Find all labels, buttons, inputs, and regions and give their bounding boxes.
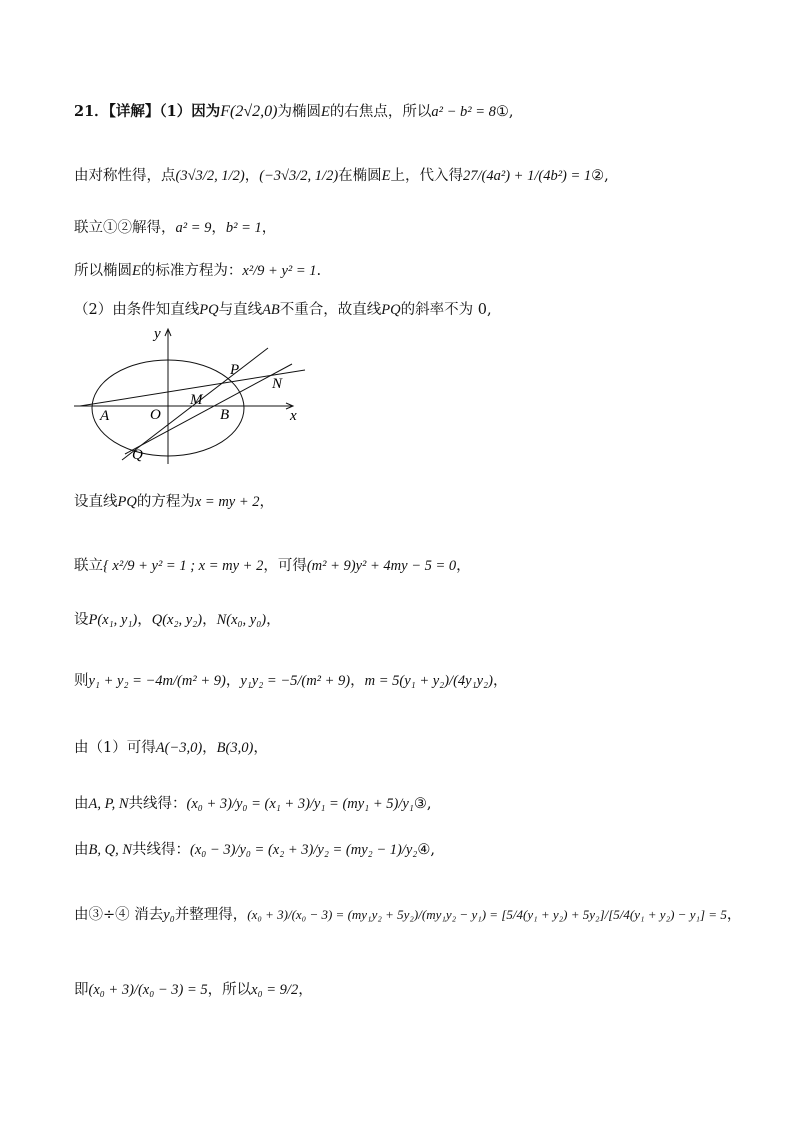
text: ②, [591,168,609,184]
text: ， [202,612,217,628]
text: 则 [74,673,89,689]
text: 由③÷④ 消去 [74,907,164,923]
text: ， [266,612,281,628]
math: x = my + 2 [194,494,260,510]
solution-line-4 [74,261,321,281]
text: 联立①②解得， [74,220,176,236]
math: A(−3,0) [155,740,203,756]
label-y: y [154,326,161,342]
solution-line-12 [74,840,435,860]
solution-line-3 [74,218,276,238]
text: 为椭圆 [277,104,321,120]
math: x₀ = 9/2 [251,982,299,998]
text: 在椭圆 [338,168,382,184]
text: 的标准方程为： [140,263,243,279]
text: 即 [74,982,89,998]
label-N: N [272,376,283,392]
solution-line-1 [74,102,513,122]
math: (−3√3/2, 1/2) [259,168,339,184]
solution-line-13 [74,905,741,925]
solution-line-7 [74,556,471,576]
text: ， [244,168,260,184]
label-x: x [290,408,297,424]
text: ， [456,558,471,574]
math: AB [262,302,280,318]
text: （2）由条件知直线 [74,302,200,318]
math: E [381,168,391,184]
math: (x₀ + 3)/y₀ = (x₁ + 3)/y₁ = (my₁ + 5)/y₁ [186,796,414,812]
math: a² = 9 [175,220,212,236]
text: ， [225,673,241,689]
math: (3√3/2, 1/2) [175,168,245,184]
text: ， [492,673,508,689]
math: Q(x₂, y₂) [151,612,203,628]
text: 共线得： [128,796,187,812]
solution-line-8 [74,610,281,630]
text: 的右焦点，所以 [329,104,432,120]
label-A: A [100,408,110,424]
solution-line-10 [74,738,268,758]
text: . [316,263,322,279]
solution-line-5 [74,300,492,320]
math: A, P, N [88,796,129,812]
text: ， [726,907,742,923]
label-O: O [150,407,161,423]
math: m = 5(y₁ + y₂)/(4y₁y₂) [364,673,493,689]
text: ， [137,612,152,628]
text: 的斜率不为 0, [400,302,492,318]
math: 27/(4a²) + 1/(4b²) = 1 [463,168,592,184]
label-P: P [230,362,240,378]
math: (m² + 9)y² + 4my − 5 = 0 [306,558,457,574]
math: b² = 1 [225,220,262,236]
text: 由（1）可得 [74,740,156,756]
text: 由 [74,842,89,858]
text: 所以椭圆 [74,263,132,279]
text: ， [261,220,277,236]
solution-line-2 [74,166,609,186]
text: ①, [495,104,514,120]
math: x²/9 + y² = 1 [242,263,317,279]
text: ， [259,494,275,510]
math: B, Q, N [88,842,132,858]
problem-header: 21．【详解】（1）因为 [74,103,221,120]
math: B(3,0) [216,740,254,756]
text: ， [253,740,268,756]
math: { x²/9 + y² = 1 ; x = my + 2 [103,558,264,574]
text: 联立 [74,558,103,574]
solution-line-14 [74,980,313,1000]
text: 设 [74,612,89,628]
math: P(x₁, y₁) [88,612,138,628]
ellipse-diagram [70,322,310,472]
text: 并整理得， [174,907,248,923]
math: N(x₀, y₀) [216,612,267,628]
math: E [321,104,330,120]
label-M: M [190,392,203,408]
math: E [132,263,141,279]
math: y₁y₂ = −5/(m² + 9) [240,673,351,689]
text: 与直线 [218,302,263,318]
text: 共线得： [132,842,190,858]
math: PQ [199,302,219,318]
math: (x₀ + 3)/(x₀ − 3) = (my₁y₂ + 5y₂)/(my₁y₂ − y₁) = [5/4(y₁ + y₂) + 5y₂]/[5/4(y₁ + y₂) − y₁] = 5 [247,907,727,922]
math: PQ [381,302,401,318]
math: y₁ + y₂ = −4m/(m² + 9) [88,673,226,689]
text: 由 [74,796,89,812]
math: PQ [117,494,137,510]
text: 设直线 [74,494,118,510]
text: ，所以 [207,982,252,998]
solution-line-9 [74,671,507,691]
math: (x₀ + 3)/(x₀ − 3) = 5 [88,982,208,998]
math: (x₀ − 3)/y₀ = (x₂ + 3)/y₂ = (my₂ − 1)/y₂ [190,842,418,858]
solution-line-11 [74,794,431,814]
solution-line-6 [74,492,274,512]
math: y₀ [163,907,175,923]
text: ，可得 [263,558,307,574]
text: ④, [417,842,435,858]
text: 上，代入得 [390,168,464,184]
text: 的方程为 [136,494,195,510]
math: F(2√2,0) [220,103,278,120]
text: ， [350,673,365,689]
text: ③, [413,796,432,812]
text: ， [211,220,226,236]
math: a² − b² = 8 [431,104,496,120]
text: 由对称性得，点 [74,168,176,184]
label-B: B [220,407,230,423]
text: 不重合，故直线 [279,302,382,318]
text: ， [298,982,313,998]
label-Q: Q [132,447,143,463]
text: ， [202,740,217,756]
